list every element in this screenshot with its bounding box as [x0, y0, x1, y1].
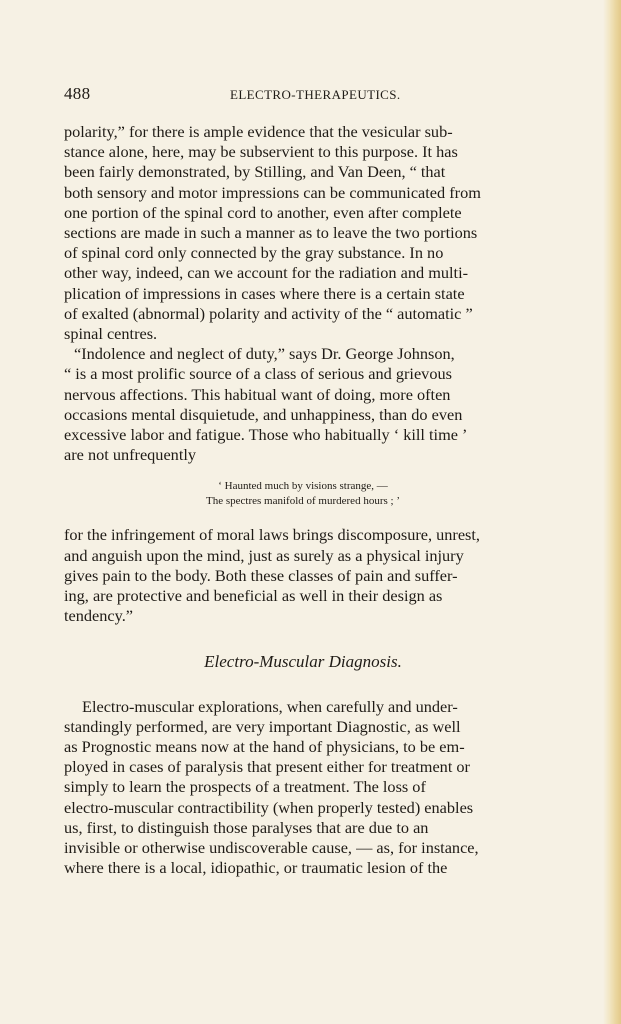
text-line: sections are made in such a manner as to leave the two portions — [64, 223, 478, 243]
text-line: are not unfrequently — [64, 445, 197, 465]
text-line: “Indolence and neglect of duty,” says Dr. George Johnson, — [74, 344, 455, 364]
page-edge — [603, 0, 621, 1024]
text-line: as Prognostic means now at the hand of physicians, to be em- — [64, 737, 465, 757]
text-line: both sensory and motor impressions can be communicated from — [64, 182, 481, 202]
text-line: stance alone, here, may be subservient to this purpose. It has — [64, 142, 458, 162]
text-line: for the infringement of moral laws brings discomposure, unrest, — [64, 525, 480, 545]
paragraph-1 — [64, 122, 542, 344]
text-line: electro-muscular contractibility (when properly tested) enables — [64, 797, 474, 817]
paragraph-4 — [64, 697, 542, 879]
text-line: one portion of the spinal cord to another, even after complete — [64, 202, 462, 222]
text-line: standingly performed, are very important Diagnostic, as well — [64, 716, 461, 736]
page-number: 488 — [64, 84, 91, 103]
text-line: simply to learn the prospects of a treatment. The loss of — [64, 777, 426, 797]
quote-line-1: ‘ Haunted much by visions strange, — — [218, 480, 388, 493]
text-line: been fairly demonstrated, by Stilling, and Van Deen, “ that — [64, 162, 446, 182]
paragraph-2 — [64, 344, 542, 465]
text-line: Electro-muscular explorations, when carefully and under- — [82, 696, 458, 716]
text-line: invisible or otherwise undiscoverable cause, — as, for instance, — [64, 838, 479, 858]
body-text — [64, 122, 542, 879]
text-line: gives pain to the body. Both these classes of pain and suffer- — [64, 565, 458, 585]
text-line: ployed in cases of paralysis that present either for treatment or — [64, 757, 470, 777]
text-line: plication of impressions in cases where there is a certain state — [64, 283, 465, 303]
text-line: of spinal cord only connected by the gray substance. In no — [64, 243, 444, 263]
text-line: “ is a most prolific source of a class of serious and grievous — [64, 364, 452, 384]
text-line: of exalted (abnormal) polarity and activity of the “ automatic ” — [64, 303, 473, 323]
text-line: nervous affections. This habitual want of doing, more often — [64, 384, 451, 404]
verse-quote — [64, 479, 542, 509]
text-line: us, first, to distinguish those paralyses that are due to an — [64, 817, 429, 837]
running-head: ELECTRO-THERAPEUTICS. — [230, 87, 401, 102]
text-line: and anguish upon the mind, just as surely as a physical injury — [64, 545, 464, 565]
text-line: polarity,” for there is ample evidence that the vesicular sub- — [64, 122, 453, 141]
text-line: where there is a local, idiopathic, or traumatic lesion of the — [64, 858, 448, 878]
section-heading: Electro-Muscular Diagnosis. — [204, 652, 402, 672]
text-line: tendency.” — [64, 606, 134, 626]
text-line: ing, are protective and beneficial as well in their design as — [64, 586, 443, 606]
text-line: occasions mental disquietude, and unhappiness, than do even — [64, 404, 463, 424]
text-line: excessive labor and fatigue. Those who habitually ‘ kill time ’ — [64, 425, 468, 445]
text-line: spinal centres. — [64, 324, 158, 344]
paragraph-3 — [64, 525, 542, 626]
page-header — [64, 84, 544, 108]
text-line: other way, indeed, can we account for the radiation and multi- — [64, 263, 469, 283]
quote-line-2: The spectres manifold of murdered hours ; ’ — [206, 495, 400, 508]
